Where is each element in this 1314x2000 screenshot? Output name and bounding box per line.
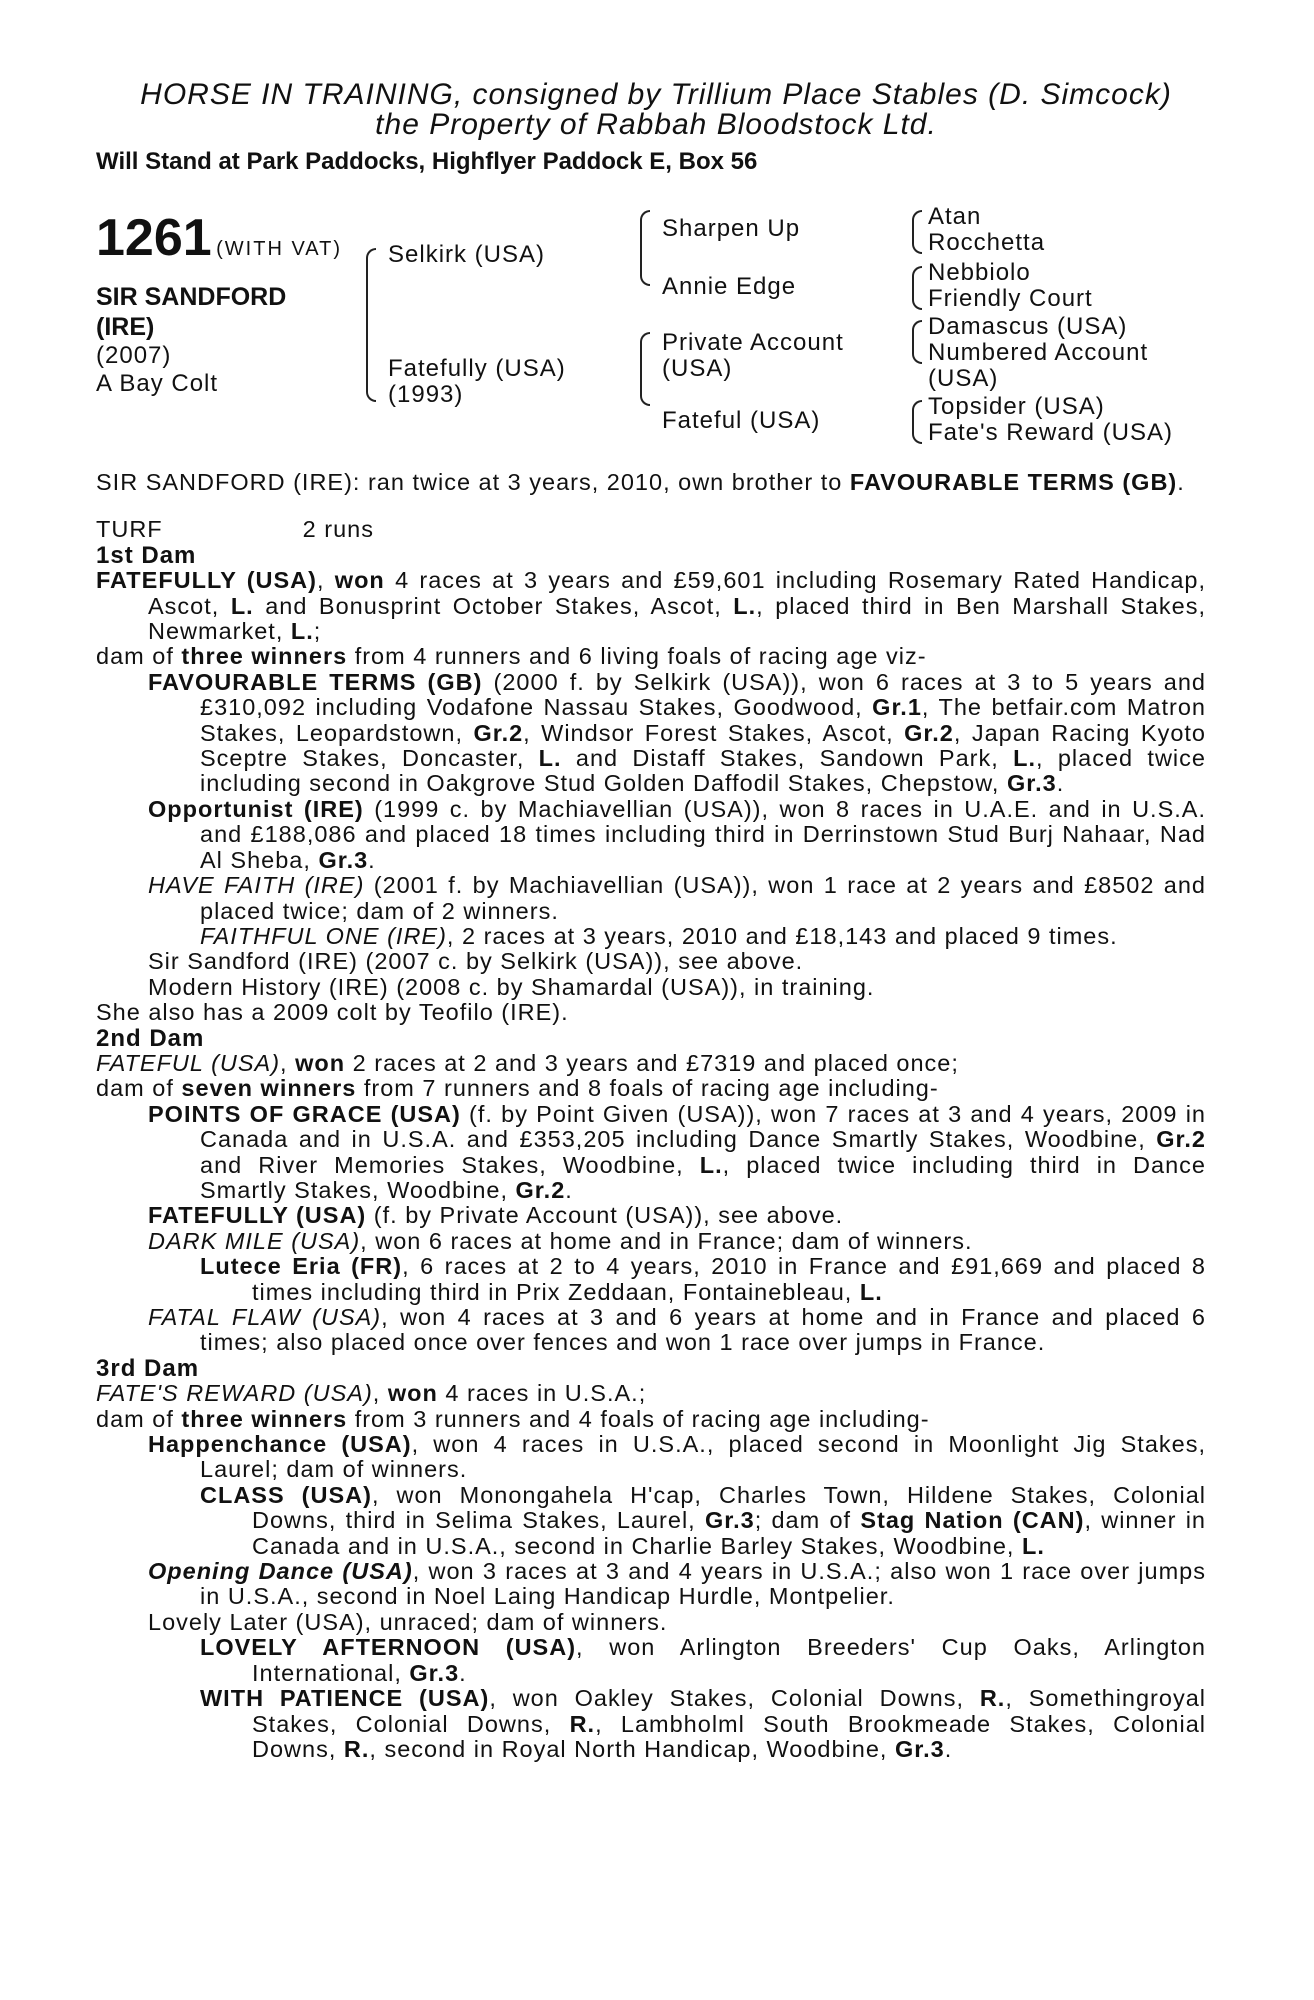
turf-value: 2 runs [302, 516, 374, 543]
turf-label: TURF [96, 516, 163, 543]
lot-number: 1261 [96, 209, 212, 267]
horse-description: A Bay Colt [96, 370, 219, 397]
lot-vat: (WITH VAT) [216, 238, 343, 260]
turf-line [96, 517, 1206, 542]
ped-dsd-1: Numbered Account [928, 339, 1149, 366]
first-dam-text: FATEFULLY (USA), won 4 races at 3 years and £59,601 including Rosemary Rated Handicap, Ascot, L. and Bonusprint October Stakes, Ascot, L., placed third in Ben Marshall Stakes, Newmarket, L.; dam of three winners from 4 runners and 6 living foals of racing age viz- FAVOURABLE TERMS (GB) (2000 f. by Selkirk (USA)), won 6 races at 3 to 5 years and £310,092 including Vodafone Nassau Stakes, Goodwood, Gr.1, The betfair.com Matron Stakes, Leopardstown, Gr.2, Windsor Forest Stakes, Ascot, Gr.2, Japan Racing Kyoto Sceptre Stakes, Doncaster, L. and Distaff Stakes, Sandown Park, L., placed twice including second in Oakgrove Stud Golden Daffodil Stakes, Chepstow, Gr.3. Opportunist (IRE) (1999 c. by Machiavellian (USA)), won 8 races in U.A.E. and in U.S.A. and £188,086 and placed 18 times including third in Derrinstown Stud Burj Nahaar, Nad Al Sheba, Gr.3. HAVE FAITH (IRE) (2001 f. by Machiavellian (USA)), won 1 race at 2 years and £8502 and placed twice; dam of 2 winners. FAITHFUL ONE (IRE), 2 races at 3 years, 2010 and £18,143 and placed 9 times. Sir Sandford (IRE) (2007 c. by Selkirk (USA)), see above. Modern History (IRE) (2008 c. by Shamardal (USA)), in training. She also has a 2009 colt by Teofilo (IRE). [96, 567, 1206, 1026]
catalogue-body [96, 470, 1206, 1762]
brace-3 [912, 210, 922, 254]
header-consignor: HORSE IN TRAINING, consigned by Trillium Place Stables (D. Simcock) [140, 78, 1172, 111]
ped-sds: Nebbiolo [928, 259, 1031, 286]
second-dam-heading: 2nd Dam [96, 1024, 205, 1052]
horse-name-line2: (IRE) [96, 313, 155, 341]
summary-bold2: (GB) [1122, 469, 1178, 495]
ped-dds: Topsider (USA) [928, 393, 1105, 420]
ped-dss: Damascus (USA) [928, 313, 1128, 340]
summary [96, 470, 1206, 495]
ped-ss: Sharpen Up [662, 215, 801, 242]
third-dam-heading: 3rd Dam [96, 1354, 200, 1382]
header-property: the Property of Rabbah Bloodstock Ltd. [375, 108, 937, 141]
ped-ssd: Rocchetta [928, 229, 1046, 256]
ped-sdd: Friendly Court [928, 285, 1093, 312]
brace-4 [912, 266, 922, 310]
ped-sire: Selkirk (USA) [388, 241, 546, 268]
summary-text: SIR SANDFORD (IRE): ran twice at 3 years, 2010, own brother to [96, 469, 843, 495]
brace-dam-parents [640, 332, 650, 406]
header-location: Will Stand at Park Paddocks, Highflyer Paddock E, Box 56 [96, 148, 758, 175]
third-dam-text: FATE'S REWARD (USA), won 4 races in U.S.A.; dam of three winners from 3 runners and 4 foals of racing age including- Happenchance (USA), won 4 races in U.S.A., placed second in Moonlight Jig Stakes, Laurel; dam of winners. CLASS (USA), won Monongahela H'cap, Charles Town, Hildene Stakes, Colonial Downs, third in Selima Stakes, Laurel, Gr.3; dam of Stag Nation (CAN), winner in Canada and in U.S.A., second in Charlie Barley Stakes, Woodbine, L. Opening Dance (USA), won 3 races at 3 and 4 years in U.S.A.; also won 1 race over jumps in U.S.A., second in Noel Laing Handicap Hurdle, Montpelier. Lovely Later (USA), unraced; dam of winners. LOVELY AFTERNOON (USA), won Arlington Breeders' Cup Oaks, Arlington International, Gr.3. WITH PATIENCE (USA), won Oakley Stakes, Colonial Downs, R., Somethingroyal Stakes, Colonial Downs, R., Lambholml South Brookmeade Stakes, Colonial Downs, R., second in Royal North Handicap, Woodbine, Gr.3. [96, 1380, 1206, 1762]
summary-bold: FAVOURABLE TERMS [849, 469, 1115, 495]
foal-year: (2007) [96, 342, 172, 369]
ped-dsd-2: (USA) [928, 365, 999, 392]
ped-dd: Fateful (USA) [662, 407, 821, 434]
ped-dam: Fatefully (USA) [388, 355, 566, 382]
horse-name [96, 282, 396, 342]
brace-5 [912, 320, 922, 364]
first-dam-heading: 1st Dam [96, 541, 197, 569]
horse-name-line1: SIR SANDFORD [96, 283, 287, 311]
brace-6 [912, 400, 922, 444]
brace-sire-parents [640, 210, 650, 286]
summary-end: . [1177, 469, 1185, 495]
ped-ddd: Fate's Reward (USA) [928, 419, 1173, 446]
ped-ds-1: Private Account [662, 329, 844, 356]
ped-sss: Atan [928, 203, 982, 230]
brace-sire-dam [366, 248, 376, 402]
second-dam-text: FATEFUL (USA), won 2 races at 2 and 3 years and £7319 and placed once; dam of seven winners from 7 runners and 8 foals of racing age including- POINTS OF GRACE (USA) (f. by Point Given (USA)), won 7 races at 3 and 4 years, 2009 in Canada and in U.S.A. and £353,205 including Dance Smartly Stakes, Woodbine, Gr.2 and River Memories Stakes, Woodbine, L., placed twice including third in Dance Smartly Stakes, Woodbine, Gr.2. FATEFULLY (USA) (f. by Private Account (USA)), see above. DARK MILE (USA), won 6 races at home and in France; dam of winners. Lutece Eria (FR), 6 races at 2 to 4 years, 2010 in France and £91,669 and placed 8 times including third in Prix Zeddaan, Fontainebleau, L. FATAL FLAW (USA), won 4 races at 3 and 6 years at home and in France and placed 6 times; also placed once over fences and won 1 race over jumps in France. [96, 1049, 1206, 1356]
lot-info [96, 210, 396, 398]
ped-sd: Annie Edge [662, 273, 797, 300]
ped-ds-2: (USA) [662, 355, 733, 382]
ped-dam-year: (1993) [388, 381, 464, 408]
catalogue-page [96, 78, 1206, 1762]
